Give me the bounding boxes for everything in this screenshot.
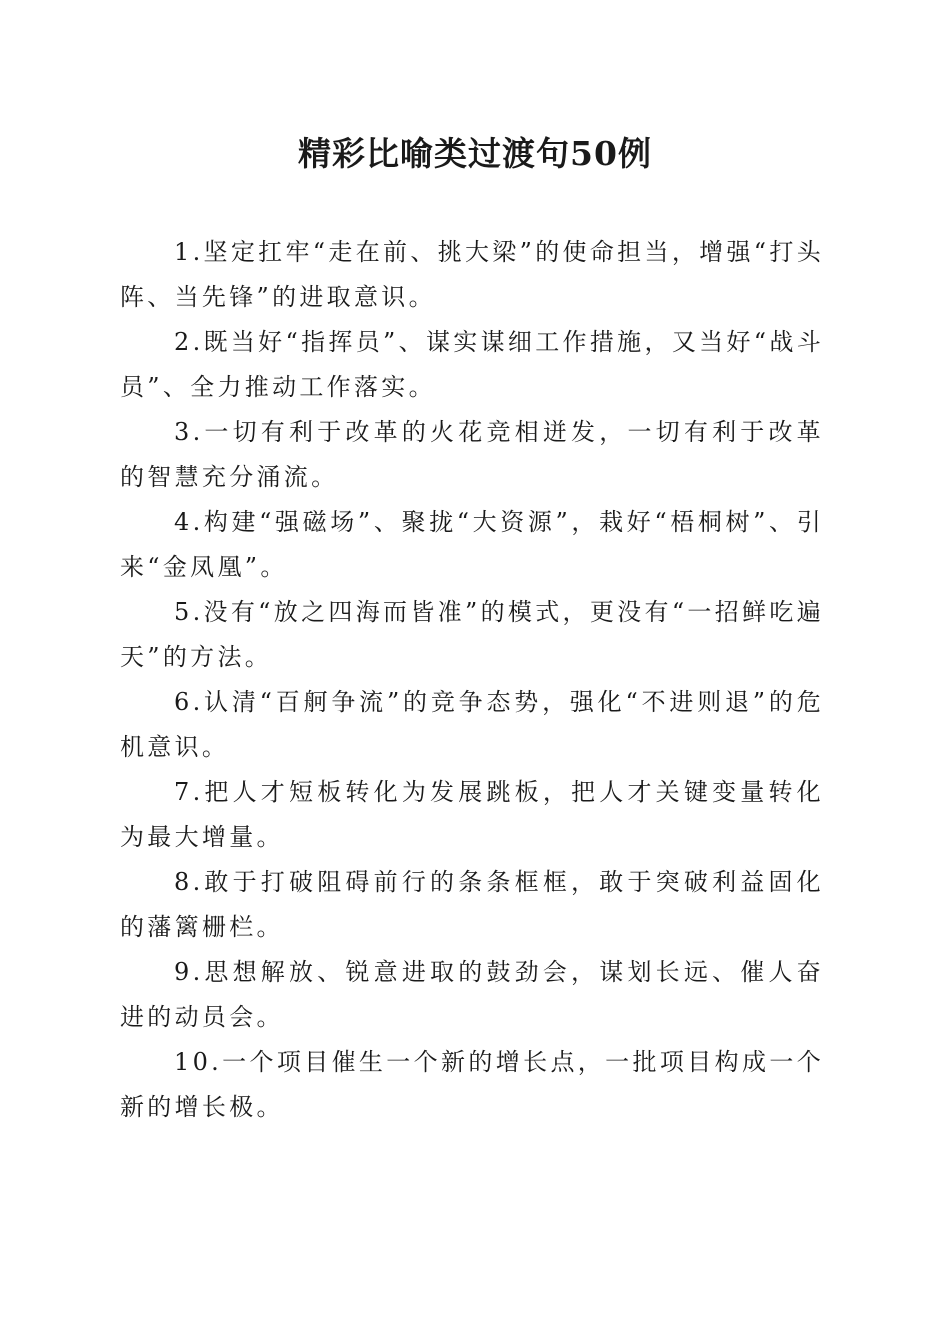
- paragraph: 10.一个项目催生一个新的增长点，一批项目构成一个新的增长极。: [120, 1048, 824, 1121]
- paragraph: 6.认清“百舸争流”的竞争态势，强化“不进则退”的危机意识。: [120, 688, 824, 761]
- paragraph: 4.构建“强磁场”、聚拢“大资源”，栽好“梧桐树”、引来“金凤凰”。: [120, 508, 824, 581]
- paragraph: 7.把人才短板转化为发展跳板，把人才关键变量转化为最大增量。: [120, 778, 824, 851]
- paragraph: 3.一切有利于改革的火花竞相迸发，一切有利于改革的智慧充分涌流。: [120, 418, 824, 491]
- paragraph: 5.没有“放之四海而皆准”的模式，更没有“一招鲜吃遍天”的方法。: [120, 598, 824, 671]
- paragraph: 9.思想解放、锐意进取的鼓劲会，谋划长远、催人奋进的动员会。: [120, 958, 824, 1031]
- document-title: 精彩比喻类过渡句50例: [298, 134, 652, 173]
- paragraph: 2.既当好“指挥员”、谋实谋细工作措施，又当好“战斗员”、全力推动工作落实。: [120, 328, 824, 401]
- document-body: [120, 230, 824, 1130]
- paragraph: 1.坚定扛牢“走在前、挑大梁”的使命担当，增强“打头阵、当先锋”的进取意识。: [120, 238, 824, 311]
- paragraph: 8.敢于打破阻碍前行的条条框框，敢于突破利益固化的藩篱栅栏。: [120, 868, 824, 941]
